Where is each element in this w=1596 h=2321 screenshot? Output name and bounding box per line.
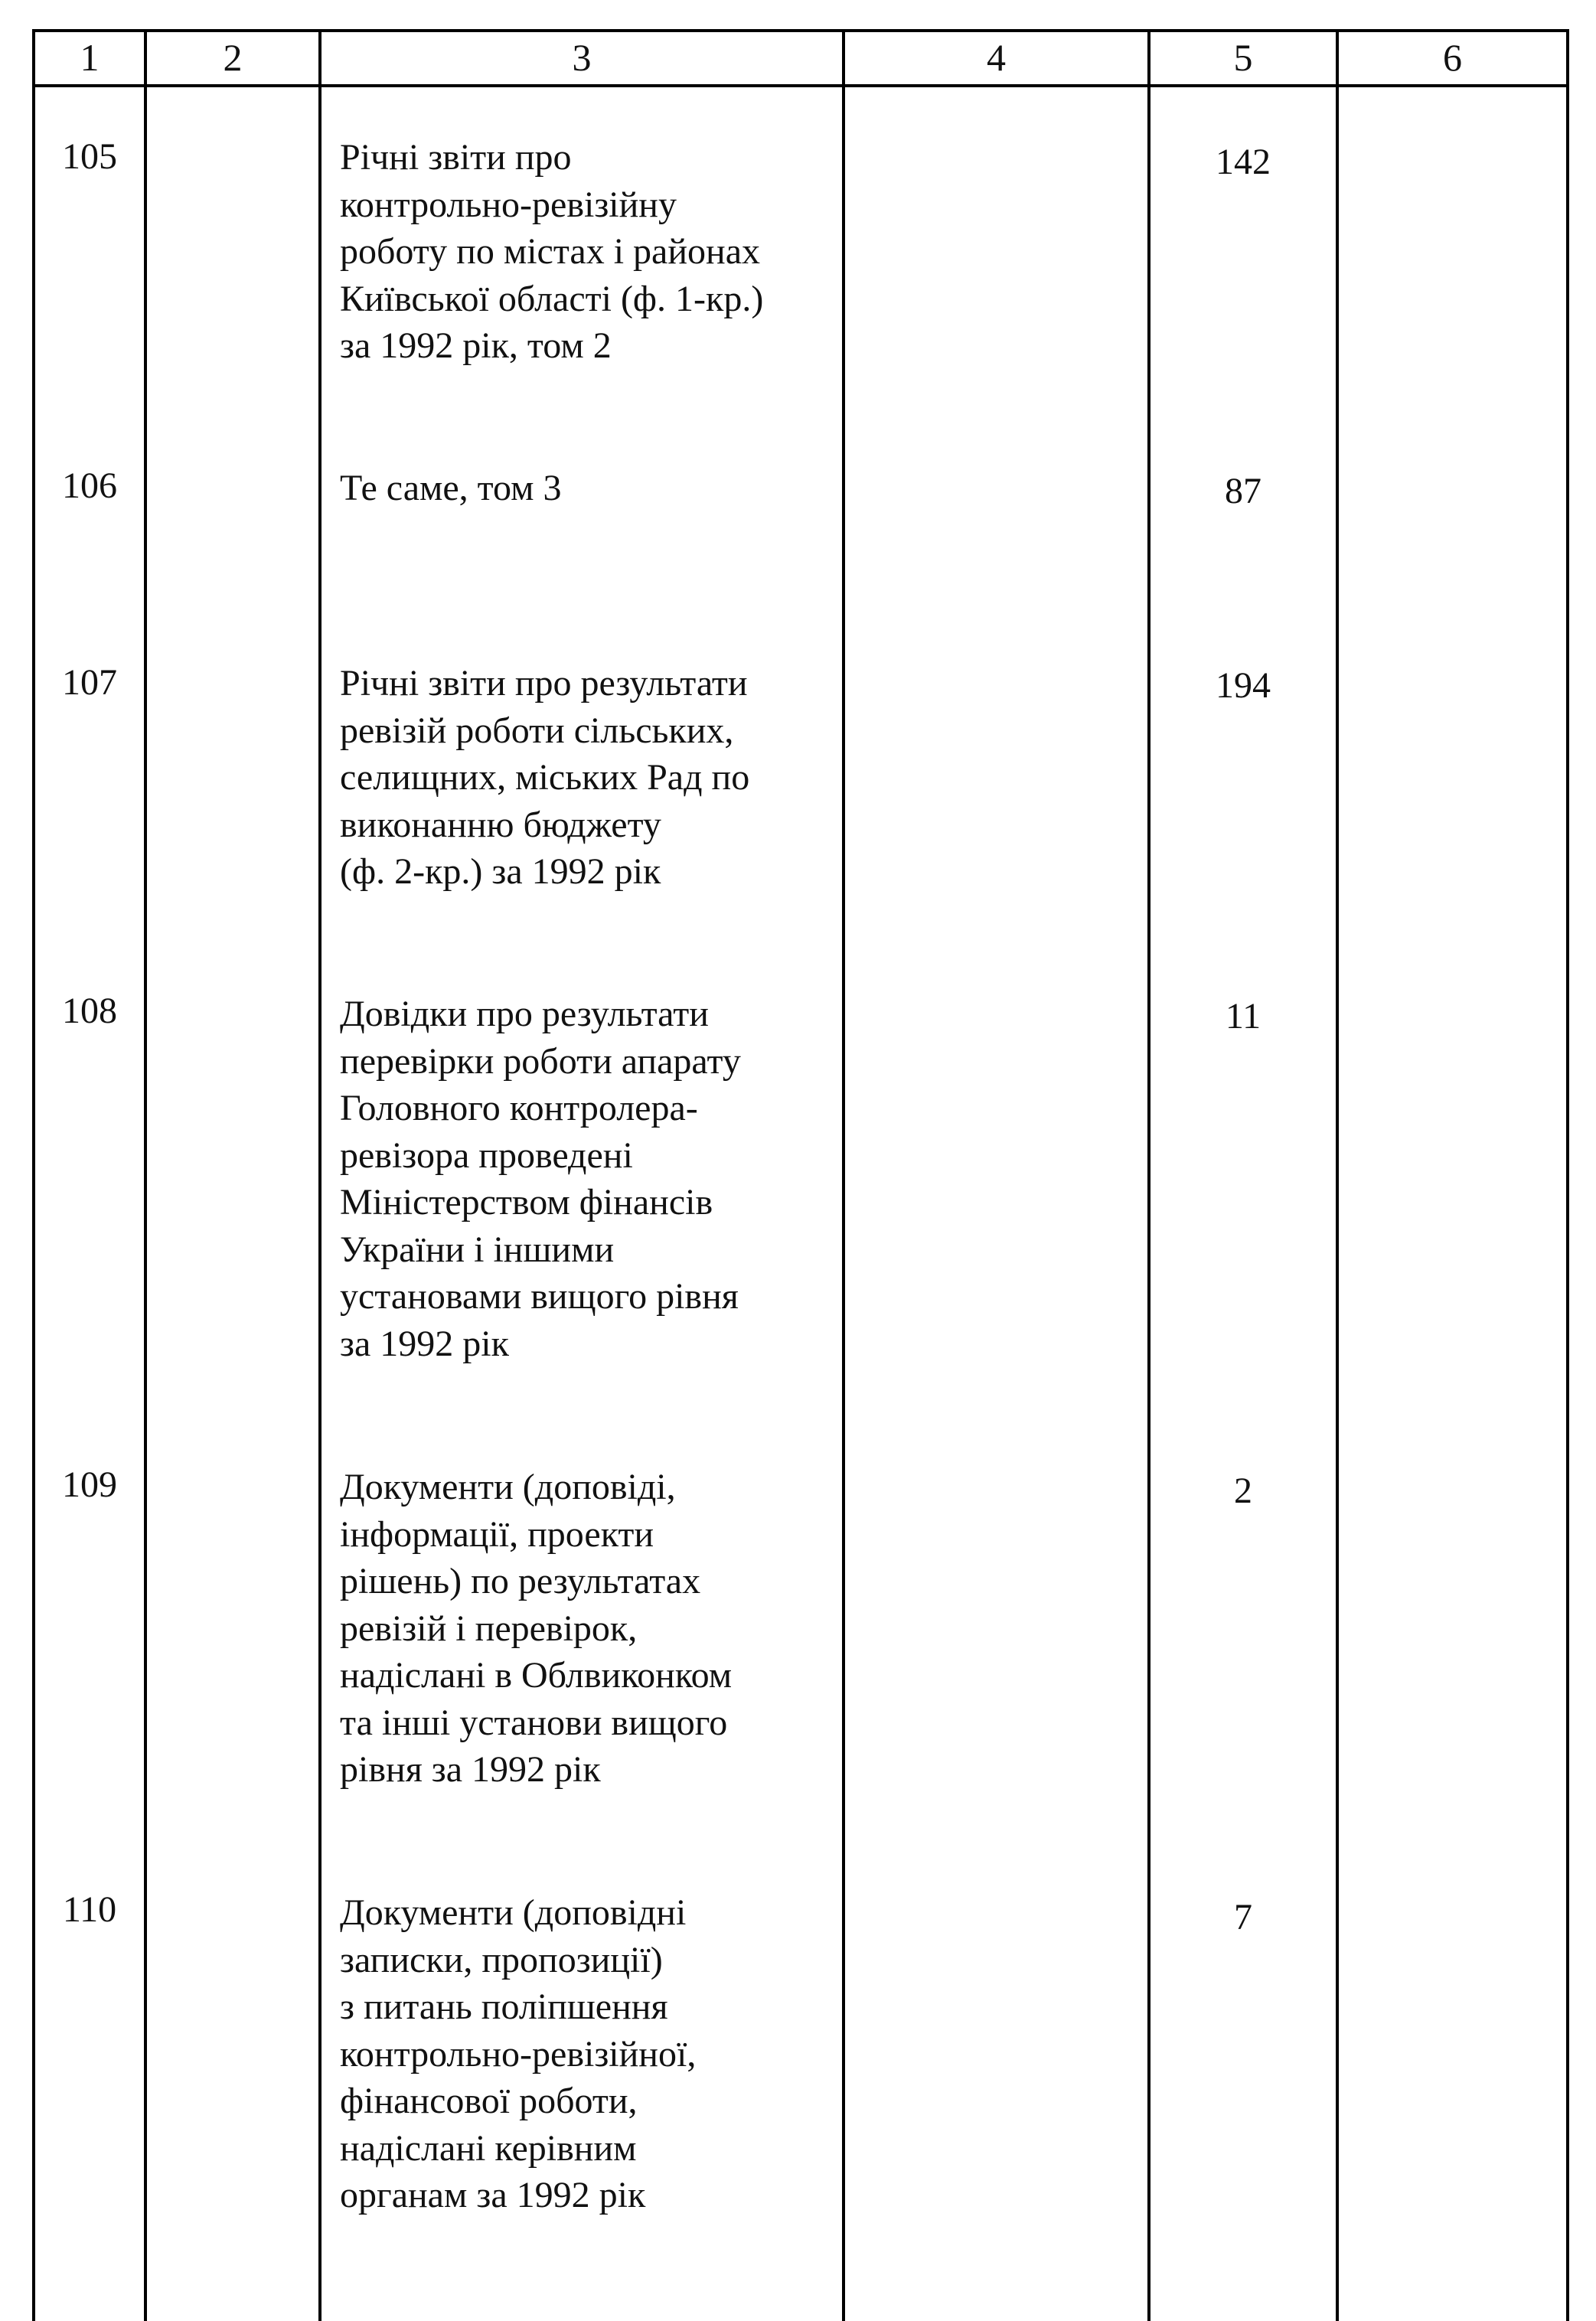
header-col-1: 1 [80,36,100,79]
header-col-5: 5 [1233,36,1253,79]
row-number: 108 [62,991,117,1031]
row-sheet-count: 194 [1216,665,1271,706]
row-description: Річні звіти про результати ревізій роботи сільських, селищних, міських Рад по виконанню бюджету (ф. 2-кр.) за 1992 рік [340,663,750,892]
row-sheet-count: 11 [1225,996,1261,1036]
row-number: 106 [62,465,117,506]
row-number: 110 [62,1889,117,1930]
column-border-4-5 [1147,29,1150,2321]
row-description: Документи (доповіді, інформації, проекти рішень) по результатах ревізій і перевірок, надіслані в Облвиконком та інші установи вищого рівня за 1992 рік [340,1467,733,1790]
row-sheet-count: 87 [1225,471,1261,511]
row-description: Документи (доповідні записки, пропозиції) з питань поліпшення контрольно-ревізійної, фінансової роботи, надіслані керівним органам за 1992 рік [340,1892,697,2215]
row-sheet-count: 7 [1234,1897,1252,1937]
row-description: Довідки про результати перевірки роботи апарату Головного контролера- ревізора проведені Міністерством фінансів України і іншими установами вищого рівня за 1992 рік [340,994,741,1364]
row-sheet-count: 142 [1216,142,1271,182]
row-description: Те саме, том 3 [340,468,562,508]
column-border-5-6 [1336,29,1339,2321]
header-col-6: 6 [1443,36,1462,79]
row-number: 105 [62,136,117,177]
row-sheet-count: 2 [1234,1471,1252,1511]
header-col-2: 2 [223,36,243,79]
row-number: 109 [62,1464,117,1505]
row-description: Річні звіти про контрольно-ревізійну роботу по містах і районах Київської області (ф. 1-кр.) за 1992 рік, том 2 [340,137,764,366]
column-border-right [1566,29,1569,2321]
header-col-3: 3 [572,36,592,79]
header-col-4: 4 [987,36,1006,79]
column-border-1-2 [144,29,147,2321]
column-border-left [32,29,35,2321]
row-number: 107 [62,662,117,703]
column-border-3-4 [842,29,845,2321]
column-border-2-3 [318,29,321,2321]
